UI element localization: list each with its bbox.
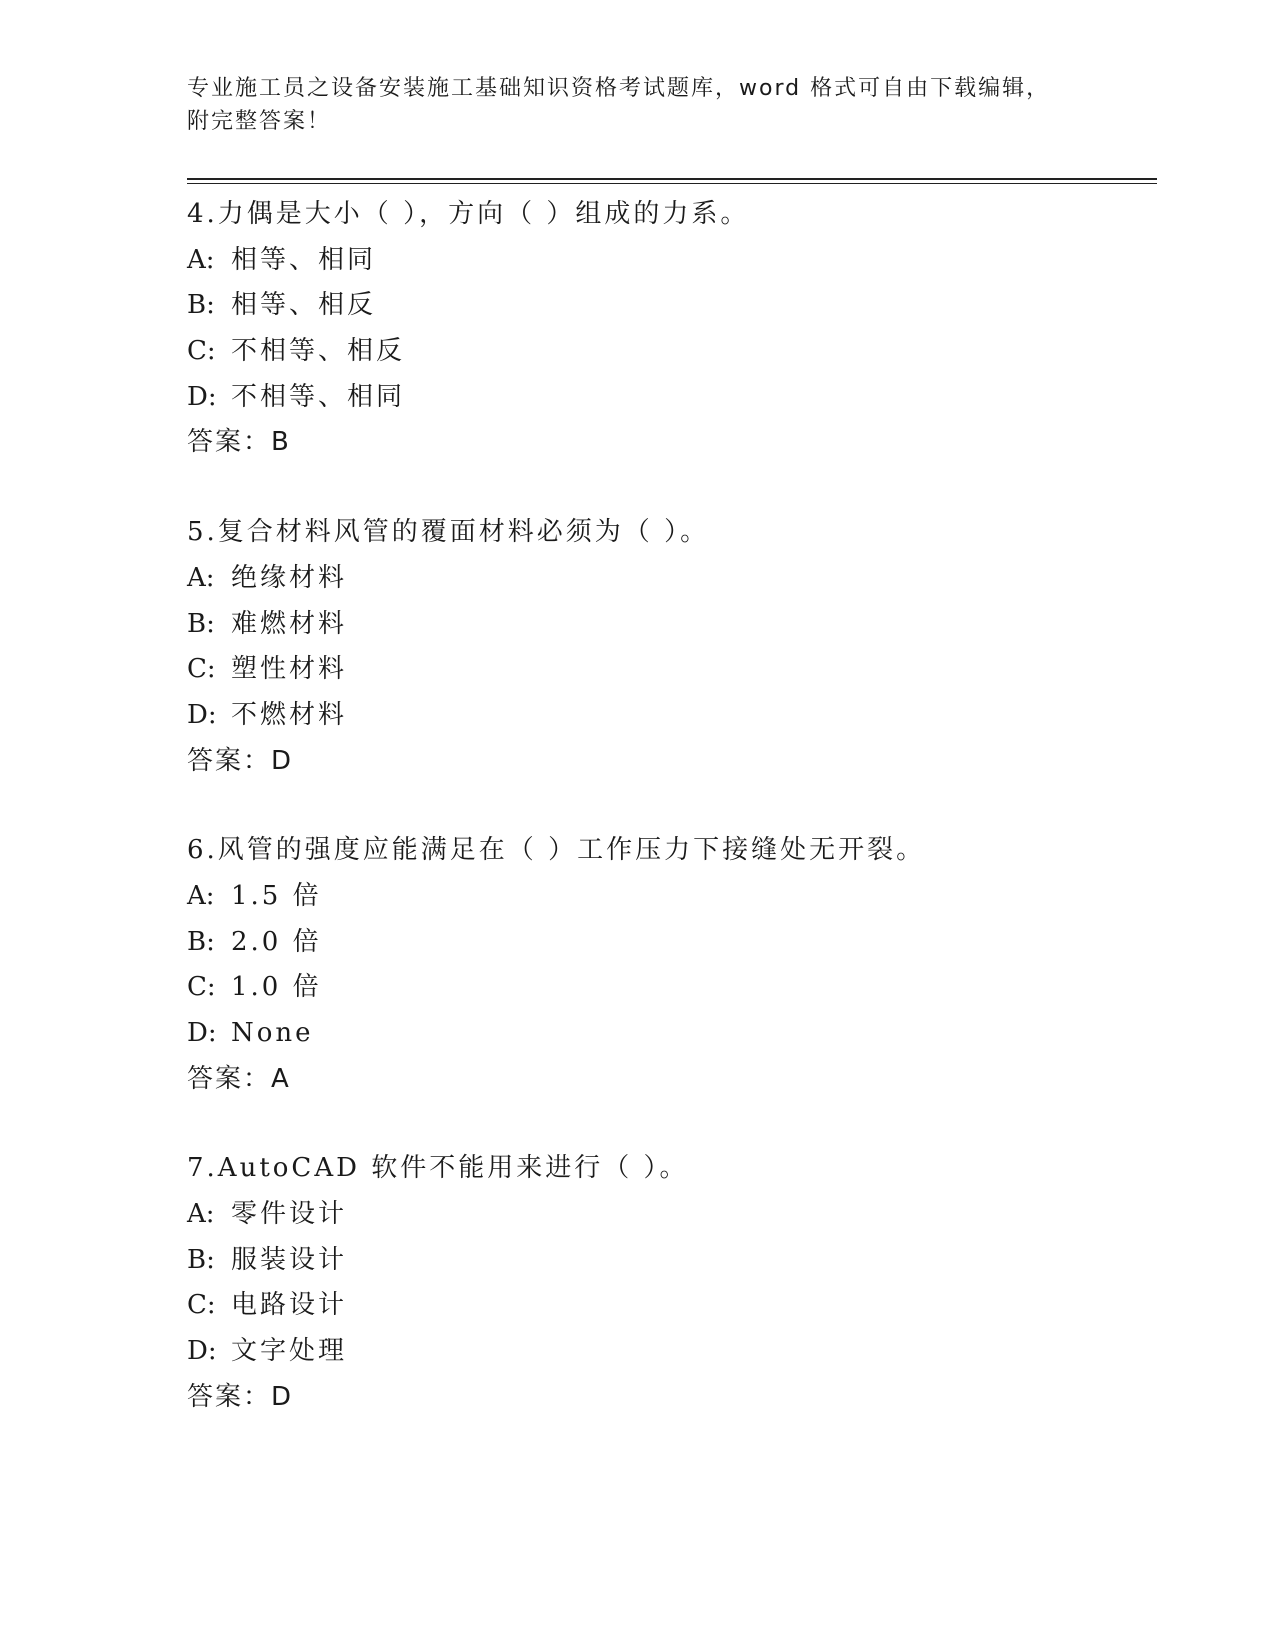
- option-text: 相等、相反: [231, 290, 377, 321]
- option-letter: D:: [187, 1018, 217, 1048]
- option-c: [187, 647, 1157, 693]
- option-text: 1.0 倍: [231, 972, 322, 1003]
- option-letter: B:: [187, 290, 215, 321]
- option-c: [187, 1283, 1157, 1329]
- document-header: [187, 72, 1087, 138]
- option-a: [187, 1192, 1157, 1238]
- option-letter: C:: [187, 336, 216, 367]
- option-text: 不燃材料: [231, 699, 348, 730]
- question-5: [187, 510, 1157, 784]
- option-letter: C:: [187, 654, 216, 685]
- option-text: 1.5 倍: [231, 880, 322, 911]
- option-d: [187, 375, 1157, 421]
- option-letter: C:: [187, 972, 216, 1003]
- header-divider-thin: [187, 183, 1157, 184]
- option-a: [187, 238, 1157, 284]
- option-text: None: [231, 1018, 314, 1048]
- option-letter: D:: [187, 699, 217, 730]
- header-line-1: 专业施工员之设备安装施工基础知识资格考试题库，word 格式可自由下载编辑，: [187, 76, 1051, 101]
- option-text: 相等、相同: [231, 244, 377, 275]
- option-a: [187, 556, 1157, 602]
- option-c: [187, 329, 1157, 375]
- question-stem: 6.风管的强度应能满足在（ ）工作压力下接缝处无开裂。: [187, 835, 926, 866]
- option-letter: A:: [187, 562, 215, 593]
- question-stem: 5.复合材料风管的覆面材料必须为（ ）。: [187, 517, 710, 548]
- option-letter: D:: [187, 381, 217, 412]
- option-letter: B:: [187, 1244, 215, 1275]
- option-letter: D:: [187, 1336, 217, 1367]
- option-text: 零件设计: [231, 1199, 348, 1230]
- question-7: [187, 1146, 1157, 1420]
- option-d: [187, 1329, 1157, 1375]
- option-letter: A:: [187, 244, 215, 275]
- option-letter: C:: [187, 1290, 216, 1321]
- option-b: [187, 602, 1157, 648]
- answer-line: 答案：A: [187, 1063, 291, 1094]
- option-text: 服装设计: [231, 1244, 348, 1275]
- header-line-2: 附完整答案！: [187, 109, 332, 134]
- option-text: 2.0 倍: [231, 926, 322, 957]
- question-stem: 4.力偶是大小（ ），方向（ ）组成的力系。: [187, 199, 750, 229]
- option-a: [187, 874, 1157, 920]
- option-text: 难燃材料: [231, 608, 348, 639]
- document-page: [187, 0, 1157, 1650]
- option-d: [187, 1011, 1157, 1057]
- header-divider-thick: [187, 178, 1157, 180]
- option-b: [187, 283, 1157, 329]
- option-letter: B:: [187, 926, 215, 957]
- question-4: [187, 192, 1157, 466]
- option-text: 不相等、相同: [231, 381, 406, 412]
- option-text: 绝缘材料: [231, 562, 348, 593]
- option-c: [187, 965, 1157, 1011]
- option-text: 电路设计: [231, 1290, 348, 1321]
- option-text: 塑性材料: [231, 654, 348, 685]
- answer-line: 答案：B: [187, 427, 291, 458]
- option-letter: A:: [187, 1199, 215, 1230]
- answer-line: 答案：D: [187, 745, 294, 776]
- option-text: 文字处理: [231, 1336, 348, 1367]
- option-d: [187, 693, 1157, 739]
- option-b: [187, 920, 1157, 966]
- question-stem: 7.AutoCAD 软件不能用来进行（ ）。: [187, 1153, 689, 1184]
- question-6: [187, 828, 1157, 1102]
- question-list: [187, 192, 1157, 1465]
- option-text: 不相等、相反: [231, 336, 406, 367]
- answer-line: 答案：D: [187, 1381, 294, 1412]
- option-b: [187, 1238, 1157, 1284]
- option-letter: B:: [187, 608, 215, 639]
- option-letter: A:: [187, 880, 215, 911]
